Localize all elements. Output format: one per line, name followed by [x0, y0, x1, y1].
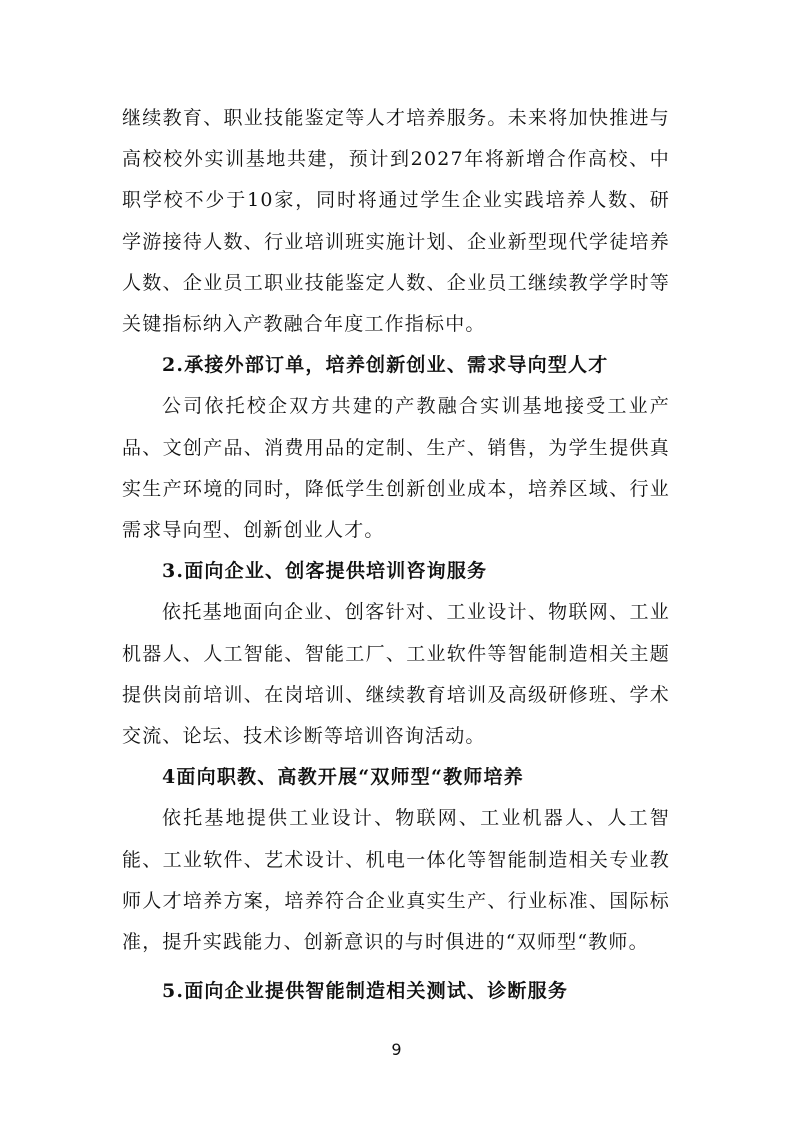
paragraph-external-orders: 公司依托校企双方共建的产教融合实训基地接受工业产品、文创产品、消费用品的定制、生产、销售，为学生提供真实生产环境的同时，降低学生创新创业成本，培养区域、行业需求导向型、创新创业人才。 [122, 395, 670, 542]
paragraph-continuation: 继续教育、职业技能鉴定等人才培养服务。未来将加快推进与高校校外实训基地共建，预计到2027年将新增合作高校、中职学校不少于10家，同时将通过学生企业实践培养人数、研学游接待人数、行业培训班实施计划、企业新型现代学徒培养人数、企业员工职业技能鉴定人数、企业员工继续教学学时等关键指标纳入产教融合年度工作指标中。 [122, 107, 670, 336]
section-heading-5: 5.面向企业提供智能制造相关测试、诊断服务 [162, 980, 569, 1003]
paragraph-dual-teacher: 依托基地提供工业设计、物联网、工业机器人、人工智能、工业软件、艺术设计、机电一体化等智能制造相关专业教师人才培养方案，培养符合企业真实生产、行业标准、国际标准，提升实践能力、创新意识的与时俱进的“双师型“教师。 [122, 807, 670, 954]
section-heading-4: 4面向职教、高教开展“双师型“教师培养 [162, 766, 524, 789]
section-heading-2: 2.承接外部订单，培养创新创业、需求导向型人才 [162, 354, 609, 377]
section-heading-3: 3.面向企业、创客提供培训咨询服务 [162, 560, 488, 583]
paragraph-training-consulting: 依托基地面向企业、创客针对、工业设计、物联网、工业机器人、人工智能、智能工厂、工业软件等智能制造相关主题提供岗前培训、在岗培训、继续教育培训及高级研修班、学术交流、论坛、技术诊断等培训咨询活动。 [122, 601, 670, 748]
page-body [122, 98, 670, 1012]
page-number: 9 [391, 1040, 402, 1059]
